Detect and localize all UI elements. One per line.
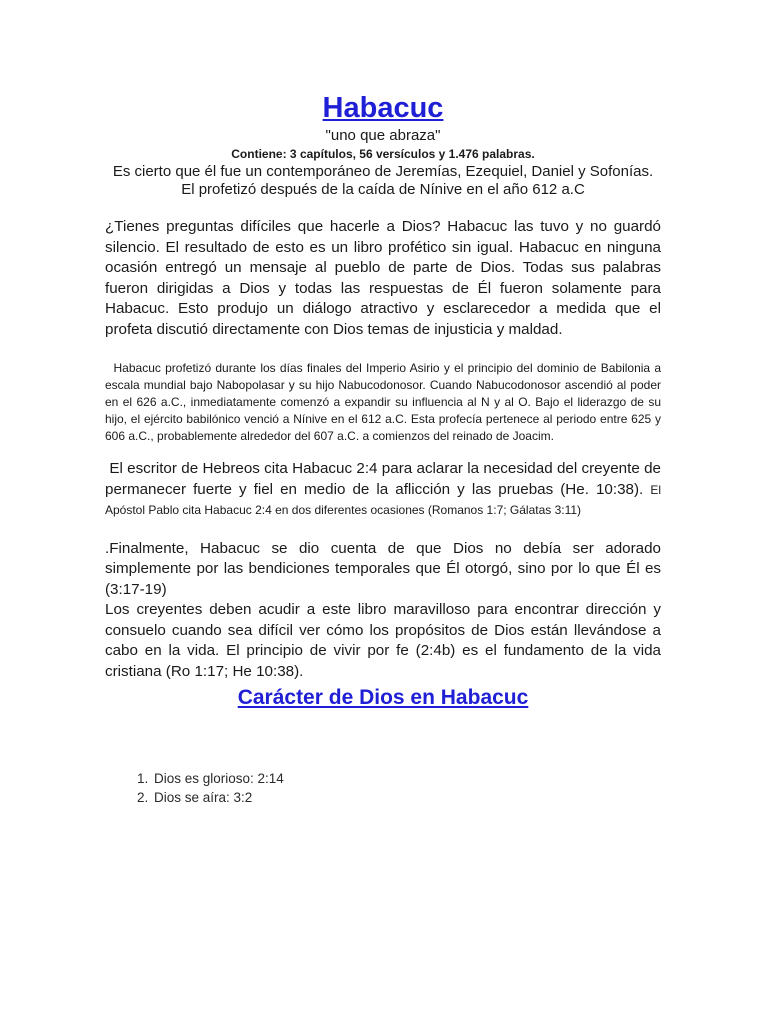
historical-context-text: Habacuc profetizó durante los días finales del Imperio Asirio y el principio del dominio de Babilonia a escala mundial bajo Nabopolasar y su hijo Nabucodonosor. Cuando Nabucodonosor ascendió al poder en el 626 a.C., inmediatamente comenzó a expandir su influencia al N y al O. Bajo el liderazgo de su hijo, el ejército babilónico venció a Nínive en el 612 a.C. Esta profecía pertenece al periodo entre 625 y 606 a.C., probablemente alrededor del 607 a.C. a comienzos del reinado de Joacim. — [105, 361, 662, 443]
traits-list — [105, 769, 661, 807]
paragraph-questions: ¿Tienes preguntas difíciles que hacerle a Dios? Habacuc las tuvo y no guardó silencio. El resultado de esto es un libro profético sin igual. Habacuc en ninguna ocasión entregó un mensaje al pueblo de parte de Dios. Todas sus palabras fueron dirigidas a Dios y todas las respuestas de Él fueron solamente para Habacuc. Esto produjo un diálogo atractivo y esclarecedor a medida que el profeta discutió directamente con Dios temas de injusticia y maldad. — [105, 218, 661, 338]
section-title-character[interactable]: Carácter de Dios en Habacuc — [237, 686, 529, 709]
paragraph-finally: .Finalmente, Habacuc se dio cuenta de que Dios no debía ser adorado simplemente por las bendiciones temporales que Él otorgó, sino por lo que Él es (3:17-19) — [105, 539, 661, 598]
intro-paragraph: Es cierto que él fue un contemporáneo de Jeremías, Ezequiel, Daniel y Sofonías. El profetizó después de la caída de Nínive en el año 612 a.C — [112, 163, 654, 198]
paragraph-hebrews — [105, 459, 661, 521]
paragraph-historical-context — [105, 360, 661, 445]
document-title[interactable]: Habacuc — [322, 92, 444, 124]
pablo-citation-text: El Apóstol Pablo cita Habacuc 2:4 en dos diferentes ocasiones (Romanos 1:7; Gálatas 3:11) — [105, 482, 661, 517]
paragraph-believers: Los creyentes deben acudir a este libro maravilloso para encontrar dirección y consuelo cuando sea difícil ver cómo los propósitos de Dios están llevándose a cabo en la vida. El principio de vivir por fe (2:4b) es el fundamento de la vida cristiana (Ro 1:17; He 10:38). — [105, 601, 661, 680]
document-page — [105, 90, 661, 807]
list-item: 2. Dios se aíra: 3:2 — [152, 788, 661, 807]
book-contents-summary: Contiene: 3 capítulos, 56 versículos y 1.476 palabras. — [231, 147, 535, 161]
document-subtitle: "uno que abraza" — [325, 127, 441, 144]
hebrews-text: El escritor de Hebreos cita Habacuc 2:4 para aclarar la necesidad del creyente de permanecer fuerte y fiel en medio de la aflicción y las pruebas (He. 10:38). — [105, 460, 661, 498]
list-item: 1. Dios es glorioso: 2:14 — [152, 769, 661, 788]
